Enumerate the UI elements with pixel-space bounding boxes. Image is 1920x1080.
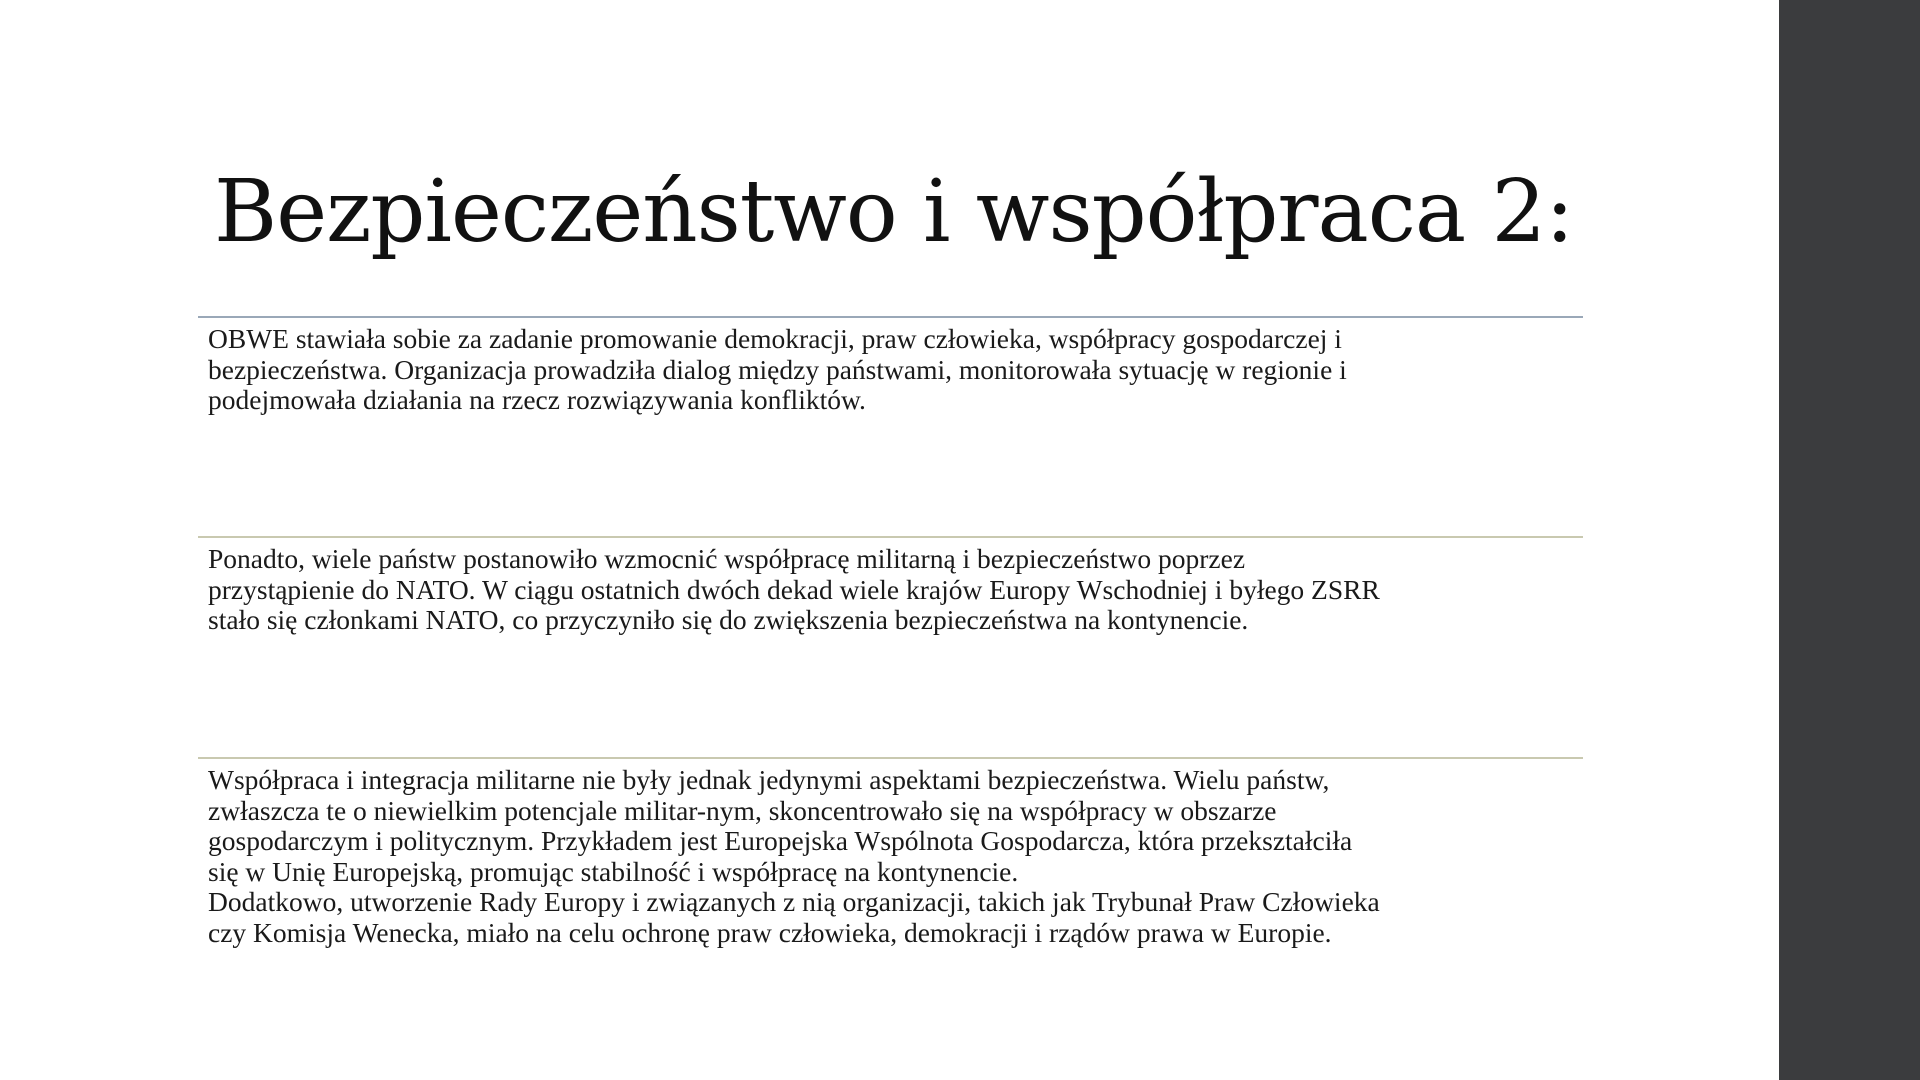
paragraph-1-line-3: podejmowała działania na rzecz rozwiązywania konfliktów. xyxy=(208,384,866,415)
paragraph-2 xyxy=(198,538,1583,636)
paragraph-3 xyxy=(198,759,1583,948)
paragraph-2-line-3: stało się członkami NATO, co przyczyniło się do zwiększenia bezpieczeństwa na kontynencie. xyxy=(208,604,1249,635)
paragraph-3-line-1: Współpraca i integracja militarne nie były jednak jedynymi aspektami bezpieczeństwa. Wielu państw, xyxy=(208,764,1330,795)
paragraph-1 xyxy=(198,318,1583,416)
right-sidebar-bar xyxy=(1779,0,1920,1080)
slide-title: Bezpieczeństwo i współpraca 2: xyxy=(214,162,1574,262)
content-block-3 xyxy=(198,757,1583,948)
paragraph-1-line-1: OBWE stawiała sobie za zadanie promowanie demokracji, praw człowieka, współpracy gospodarczej i xyxy=(208,323,1342,354)
paragraph-2-line-2: przystąpienie do NATO. W ciągu ostatnich dwóch dekad wiele krajów Europy Wschodniej i byłego ZSRR xyxy=(208,573,1380,605)
content-block-1 xyxy=(198,316,1583,416)
content-block-2 xyxy=(198,536,1583,636)
paragraph-3-line-6: czy Komisja Wenecka, miało na celu ochronę praw człowieka, demokracji i rządów prawa w Europie. xyxy=(208,916,1332,948)
paragraph-3-line-2: zwłaszcza te o niewielkim potencjale militar-nym, skoncentrowało się na współpracy w obszarze xyxy=(208,794,1277,826)
paragraph-3-line-5: Dodatkowo, utworzenie Rady Europy i związanych z nią organizacji, takich jak Trybunał Praw Człowieka xyxy=(208,886,1380,917)
paragraph-3-line-3: gospodarczym i politycznym. Przykładem jest Europejska Wspólnota Gospodarcza, która przekształciła xyxy=(208,825,1353,856)
paragraph-1-line-2: bezpieczeństwa. Organizacja prowadziła dialog między państwami, monitorowała sytuację w regionie i xyxy=(208,353,1347,385)
paragraph-2-line-1: Ponadto, wiele państw postanowiło wzmocnić współpracę militarną i bezpieczeństwo poprzez xyxy=(208,543,1246,574)
paragraph-3-line-4: się w Unię Europejską, promując stabilność i współpracę na kontynencie. xyxy=(208,855,1019,887)
